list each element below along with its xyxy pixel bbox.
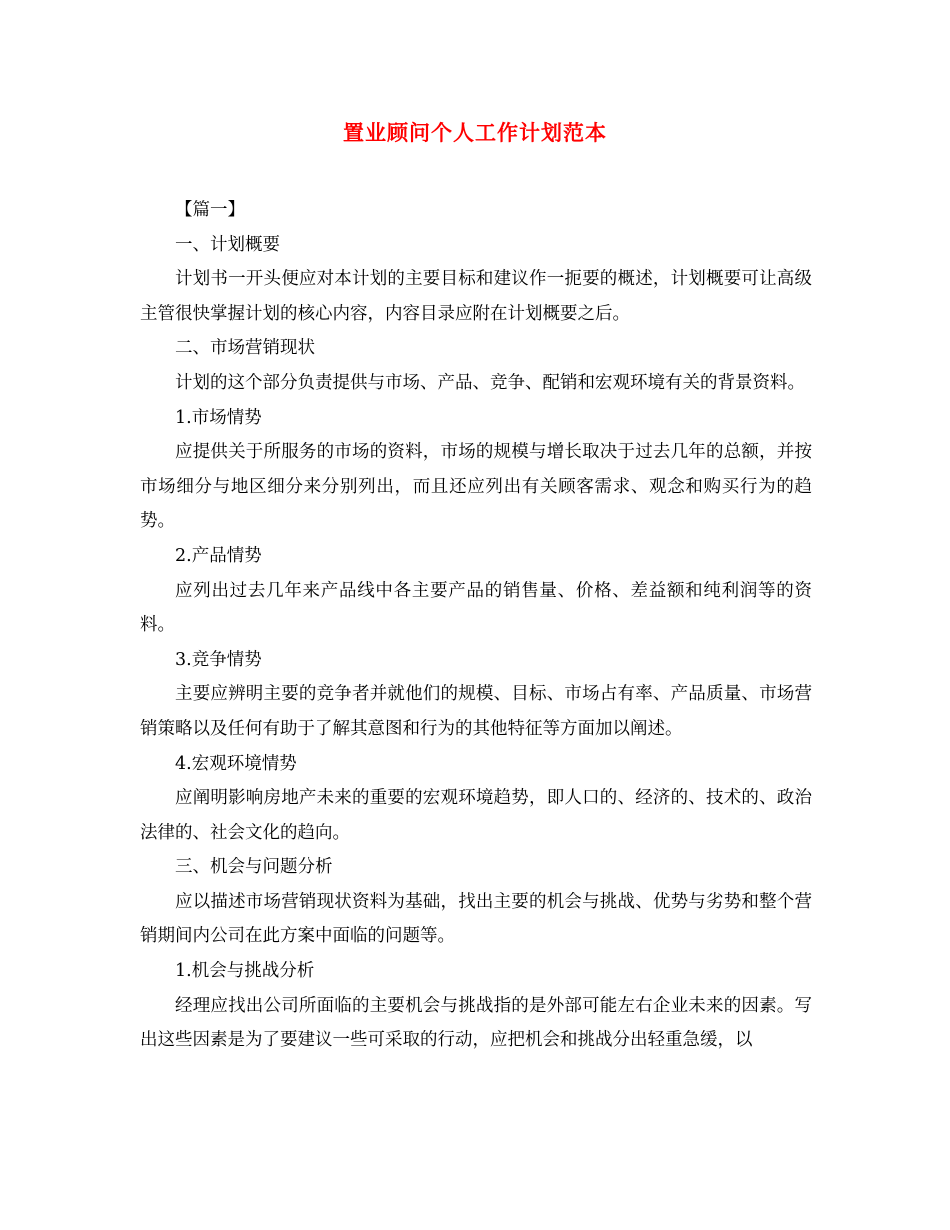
paragraph: 应列出过去几年来产品线中各主要产品的销售量、价格、差益额和纯利润等的资料。 <box>140 580 812 636</box>
paragraph: 计划书一开头便应对本计划的主要目标和建议作一扼要的概述，计划概要可让高级主管很快掌握计划的核心内容，内容目录应附在计划概要之后。 <box>140 269 812 324</box>
document-title: 置业顾问个人工作计划范本 <box>343 120 607 145</box>
subheading-opportunity-challenge: 1.机会与挑战分析 <box>175 961 315 982</box>
heading-market-status: 二、市场营销现状 <box>175 338 315 359</box>
paragraph: 计划的这个部分负责提供与市场、产品、竞争、配销和宏观环境有关的背景资料。 <box>175 372 805 393</box>
subheading-market-situation: 1.市场情势 <box>175 407 262 428</box>
heading-opportunity-analysis: 三、机会与问题分析 <box>175 857 333 878</box>
document-body <box>140 193 812 1058</box>
paragraph: 应以描述市场营销现状资料为基础，找出主要的机会与挑战、优势与劣势和整个营销期间内公司在此方案中面临的问题等。 <box>140 891 812 947</box>
subheading-macro-environment: 4.宏观环境情势 <box>175 753 297 774</box>
paragraph: 应阐明影响房地产未来的重要的宏观环境趋势，即人口的、经济的、技术的、政治法律的、社会文化的趋向。 <box>140 788 812 843</box>
paragraph: 主要应辨明主要的竞争者并就他们的规模、目标、市场占有率、产品质量、市场营销策略以及任何有助于了解其意图和行为的其他特征等方面加以阐述。 <box>140 684 812 739</box>
heading-plan-summary: 一、计划概要 <box>175 234 280 255</box>
subheading-product-situation: 2.产品情势 <box>175 545 262 566</box>
paragraph: 经理应找出公司所面临的主要机会与挑战指的是外部可能左右企业未来的因素。写出这些因素是为了要建议一些可采取的行动，应把机会和挑战分出轻重急缓，以 <box>140 995 812 1051</box>
subheading-competition-situation: 3.竞争情势 <box>175 649 262 670</box>
section-marker: 【篇一】 <box>175 200 245 220</box>
paragraph: 应提供关于所服务的市场的资料，市场的规模与增长取决于过去几年的总额，并按市场细分与地区细分来分别列出，而且还应列出有关顾客需求、观念和购买行为的趋势。 <box>140 442 812 532</box>
